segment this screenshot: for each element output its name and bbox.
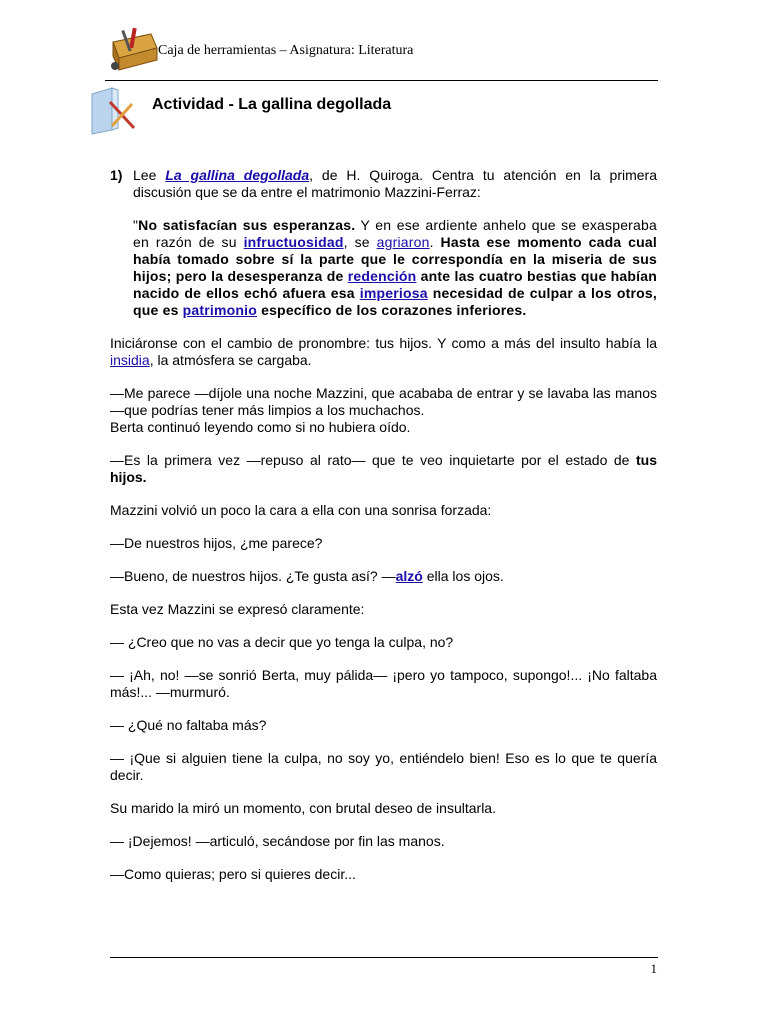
paragraph-1 bbox=[110, 335, 657, 369]
quote-bold-1: No satisfacían sus esperanzas. bbox=[138, 217, 356, 233]
link-redencion[interactable]: redención bbox=[347, 268, 417, 284]
paragraph-12: Su marido la miró un momento, con brutal deseo de insultarla. bbox=[110, 800, 496, 816]
link-alzo[interactable]: alzó bbox=[395, 568, 423, 584]
intro-text: Lee bbox=[133, 167, 166, 183]
paragraph-13: — ¡Dejemos! —articuló, secándose por fin las manos. bbox=[110, 833, 445, 849]
p3-bold: tus hijos. bbox=[110, 452, 657, 485]
quote-text-3: . bbox=[429, 234, 441, 250]
item-intro bbox=[133, 167, 657, 201]
story-quote bbox=[133, 217, 657, 319]
paragraph-3 bbox=[110, 452, 657, 486]
page-header bbox=[105, 26, 658, 81]
paragraph-9: — ¡Ah, no! —se sonrió Berta, muy pálida— ¡pero yo tampoco, supongo!... ¡No faltaba más!... —murmuró. bbox=[110, 667, 657, 700]
list-item-1 bbox=[110, 167, 657, 319]
quote-bold-4: ante las cuatro bestias que habían nacido de ellos echó afuera esa bbox=[133, 268, 657, 301]
document-body bbox=[110, 167, 657, 899]
header-title: Caja de herramientas – Asignatura: Literatura bbox=[158, 43, 414, 58]
quote-bold-5: necesidad de culpar a los otros, que es bbox=[133, 285, 657, 318]
p6-text: —Bueno, de nuestros hijos. ¿Te gusta así? — bbox=[110, 568, 396, 584]
paragraph-7: Esta vez Mazzini se expresó claramente: bbox=[110, 601, 365, 617]
quote-text-2: , se bbox=[343, 234, 377, 250]
p6-text-end: ella los ojos. bbox=[422, 568, 504, 584]
activity-heading bbox=[88, 84, 658, 136]
p3-text: —Es la primera vez —repuso al rato— que te veo inquietarte por el estado de bbox=[110, 452, 636, 468]
quote-bold-3: ero la desesperanza de bbox=[184, 268, 348, 284]
paragraph-10: — ¿Qué no faltaba más? bbox=[110, 717, 267, 733]
paragraph-6 bbox=[110, 568, 657, 585]
item-number: 1) bbox=[110, 167, 123, 183]
paragraph-14: —Como quieras; pero si quieres decir... bbox=[110, 866, 356, 882]
quote-text-1: Y en ese ardiente anhelo que se exasperaba en razón de su bbox=[133, 217, 657, 250]
p2-line-2: Berta continuó leyendo como si no hubiera oído. bbox=[110, 419, 411, 435]
toolbox-icon bbox=[105, 26, 159, 72]
link-agriaron[interactable]: agriaron bbox=[376, 234, 430, 250]
paragraph-2 bbox=[110, 385, 657, 436]
folder-pencil-icon bbox=[88, 84, 140, 136]
p2-line-1: —Me parece —díjole una noche Mazzini, que acababa de entrar y se lavaba las manos—que podrías tener más limpios a los muchachos. bbox=[110, 385, 657, 418]
link-imperiosa[interactable]: imperiosa bbox=[359, 285, 428, 301]
link-infructuosidad[interactable]: infructuosidad bbox=[243, 234, 344, 250]
activity-title: Actividad - La gallina degollada bbox=[152, 96, 392, 113]
paragraph-4: Mazzini volvió un poco la cara a ella con una sonrisa forzada: bbox=[110, 502, 492, 518]
paragraph-11: — ¡Que si alguien tiene la culpa, no soy yo, entiéndelo bien! Eso es lo que te quería decir. bbox=[110, 750, 657, 783]
quote-bold-2: Hasta ese momento cada cual había tomado sobre sí la parte que le correspondía en la miseria de sus hijos; p bbox=[133, 234, 657, 284]
page-number: 1 bbox=[650, 961, 657, 976]
paragraph-8: — ¿Creo que no vas a decir que yo tenga la culpa, no? bbox=[110, 634, 454, 650]
quote-bold-6: específico de los corazones inferiores. bbox=[257, 302, 527, 318]
quote-mark: " bbox=[133, 217, 139, 233]
intro-text-end: , de H. Quiroga. Centra tu atención en la primera discusión que se da entre el matrimonio Mazzini-Ferraz: bbox=[133, 167, 658, 200]
link-patrimonio[interactable]: patrimonio bbox=[182, 302, 257, 318]
paragraph-5: —De nuestros hijos, ¿me parece? bbox=[110, 535, 323, 551]
footer-rule bbox=[110, 957, 658, 958]
p1-text: Iniciáronse con el cambio de pronombre: tus hijos. Y como a más del insulto había la bbox=[110, 335, 657, 351]
story-link[interactable]: La gallina degollada bbox=[165, 167, 310, 183]
link-insidia[interactable]: insidia bbox=[110, 352, 150, 368]
p1-text-end: , la atmósfera se cargaba. bbox=[149, 352, 312, 368]
